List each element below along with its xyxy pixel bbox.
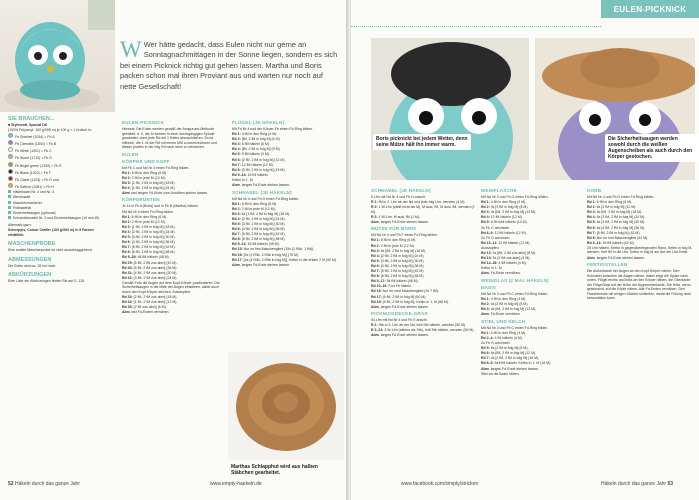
section-tab: EULEN-PICKNICK <box>601 0 699 18</box>
instruction-line: R 3: 1 W-Lfm, M ausl, fM (1 M). <box>371 214 420 219</box>
instruction-line: Rd 9–28: 48 fM häkeln (48 M). <box>122 255 170 260</box>
instruction-line: Rd 1: 4 fM in den Ring (4 M). <box>232 132 278 137</box>
instruction-line: Rd 4: [1 fM, 2 fM in folg M] (24 M). <box>122 185 176 190</box>
materials-sidebar <box>8 116 108 285</box>
blanket-instructions <box>371 318 475 338</box>
instruction-line: Rd 7: [5 fM, 2 fM in folg M] (42 M). <box>371 269 425 274</box>
hat-image <box>228 352 344 460</box>
bullet-icon <box>8 195 11 198</box>
beak-heading: SCHNABEL (JE HÄKELN) <box>232 189 292 195</box>
left-footer-url: www.empty-haekeln.de <box>210 481 262 487</box>
wings-instructions <box>232 127 340 188</box>
instruction-line: Abm, langes Fd-Ende stehen lassen. <box>232 262 290 267</box>
wings-heading: FLÜGEL (JE HÄKELN) <box>232 120 285 125</box>
color-label: Fb Clematis (1840) = Fb B <box>15 142 57 147</box>
instruction-line: Rd 2: 4x [2 fM in folg M] (8 M). <box>481 205 529 210</box>
bullet-icon <box>8 216 11 219</box>
right-footer-title: Häkeln durch das ganze Jahr <box>601 481 667 487</box>
instruction-line: Je 1x in Fb A (Boris) und in Fb B (Martha) häkeln. <box>122 204 199 209</box>
wine-bottle-heading: WEINFLASCHE <box>481 188 517 193</box>
instruction-line: Rd 7: [5 fM, 2 fM in folg M] (42 M). <box>587 230 641 235</box>
instruction-line: Rd 5: [3 fM, 2 fM in folg M] (30 M). <box>122 235 176 240</box>
right-column-2 <box>481 188 581 377</box>
instruction-line: Abm, langes Fd-Ende stehen lassen. <box>232 183 290 188</box>
finishing-text: Die Außenkante der Augen an den Kopf-Körper nähen. Den Schnabel zwischen die Augen nähen, dabei zeigt die Spitze nach unten. Flügel rechts und links an den Körper nähen, die Oberkante der Flügel liegt auf der Höhe der Augenunterkante. Die Hüte, wenn gewünscht, auf die Köpfe nähen. Alle Fd-Enden vernähen. Den Flaschenhals mit einigen Stichen schließen, damit die Füllung nicht herausfallen kann. <box>587 269 692 301</box>
pattern-title: EULEN-PICKNICK <box>122 120 165 125</box>
owl-thumbnail-image <box>0 0 115 112</box>
pattern-column-2 <box>232 120 340 268</box>
left-footer <box>8 481 80 487</box>
instruction-line: Rd 34: [1 fM, 2 fM zus abm] (12 M). <box>122 300 178 305</box>
instruction-line: 5 Lfm mit Nd Nr 4 und Fb H anschl. <box>371 195 426 199</box>
tool-label: Kreuzstichnadel Nr. 2 und Sicherheitsaugen (10 mm Ø) <box>13 215 99 220</box>
instruction-line: Rd 16: Nur im vord Maschenglied (2x 7 fM). <box>371 289 440 294</box>
color-label: Fb Bright green (1259) = Fb E <box>15 163 62 168</box>
instruction-line: Rd 4: [2 fM, 2 fM in folg M] (24 M). <box>232 216 286 221</box>
instruction-line: Rd 9–14: 25 fM häkeln (42 M). <box>587 240 635 245</box>
instruction-line: Rd 5: 6x [2 fM in folg M] (8 M). <box>481 346 529 351</box>
instruction-line: Rd 9–17: 54 fM häkeln (48 M). <box>371 279 419 284</box>
basket-instructions <box>587 195 693 260</box>
instruction-line: Rd 1: 6 fM in den Ring (6 M). <box>587 200 633 205</box>
color-swatch <box>8 140 13 145</box>
instruction-line: Mit Fd Nr 4 und der Körper-Fb einen Fd-Ring bilden. <box>232 127 314 131</box>
instruction-line: Rd 2: 6x [2 fM in folg M] (12 M). <box>587 205 637 210</box>
intro-paragraph <box>120 37 340 92</box>
instruction-line: Rd 8: Nur im hint Maschenglied (42 M). <box>587 235 649 240</box>
color-label: Fb Black (1002) = Fb F <box>15 170 51 175</box>
instruction-line: Rd 35: [2 fM zus abm] (6 M). <box>122 305 167 310</box>
tool-label: Häkelnadel Nr. 4 und Nr. 3 <box>13 190 55 195</box>
instruction-line: Rd 3: 6 fM häkeln (6 M). <box>232 142 270 147</box>
color-swatch <box>8 176 13 181</box>
size-text: Die Eulen sind ca. 15 cm hoch. <box>8 263 57 268</box>
stem-instructions <box>481 326 581 376</box>
basket-heading: KORB <box>587 188 602 193</box>
instruction-line: Rd 2: 4x [2 fM in folg M] (8 M). <box>481 302 529 307</box>
instruction-line: Rd 1: 4 fM in den Ring (4 M). <box>481 200 527 205</box>
tool-item <box>8 216 108 221</box>
instruction-line: Mit Nd Nr 3 und Fb C einen Fd-Ring bilden. <box>481 291 549 296</box>
body-instructions <box>122 166 226 196</box>
instruction-line: Rd 4: 12 fM häkeln (12 M). <box>481 215 523 220</box>
beak-heading-right: SCHNABEL (JE HÄKELN) <box>371 188 431 193</box>
owls-heading: EULEN <box>122 151 139 157</box>
gauge-head: MASCHENPROBE <box>8 241 56 248</box>
color-item <box>8 147 108 154</box>
instruction-line: Rd 9–14: 15 fM häkeln (45 M). <box>232 242 280 247</box>
instruction-line: Rd 4: 6x [2 fM, 2 fM in folg M] (24 M). <box>587 215 646 220</box>
instruction-line: Rd 9–14: 15 fM häkeln. <box>232 172 269 177</box>
owl-thumbnail-photo <box>0 0 115 112</box>
instruction-line: Kettm in 1. M. <box>481 266 503 271</box>
instruction-line: Abm, langes Fd-Ende stehen lassen. <box>371 304 429 309</box>
instruction-line: Rd 2–4: 4 fM häkeln (4 M). <box>481 335 523 340</box>
size-head: ABMESSUNGEN <box>8 256 52 263</box>
instruction-line: Rd 6: [4 fM, 2 fM in folg M] (36 M). <box>371 263 425 268</box>
right-column-3 <box>587 188 693 301</box>
drop-cap: W <box>120 37 142 62</box>
color-item <box>8 169 108 176</box>
finishing-heading: FERTIGSTELLEN <box>587 262 628 268</box>
color-item <box>8 133 108 140</box>
instruction-line: Abm, langes Fd-Ende stehen lassen. <box>371 333 429 338</box>
martha-caption: Die Sicherheitsaugen werden sowohl durch die weißen Augenscheiben als auch durch den Körper gestochen. <box>605 134 699 162</box>
instruction-line: Rd 3: 6x [fM, 2 fM in folg M] (18 M). <box>371 248 427 253</box>
instruction-line: Rd 17: [4x (4 fStb, 2 fStb in folg M)], Kettm in die ersten 2 M (90 M). <box>232 257 338 262</box>
instruction-line: Rd 4: [2 fM, 2 fM in folg M] (24 M). <box>371 253 425 258</box>
instruction-line: Rd 10–15: Fort Fb häkeln. <box>371 284 413 289</box>
tool-list <box>8 190 108 220</box>
instruction-line: Rd 8: [6 fM, 2 fM in folg M] (48 M). <box>232 237 286 242</box>
color-item <box>8 183 108 190</box>
tool-item <box>8 195 108 200</box>
left-page-number: 52 <box>8 481 14 487</box>
tool-label: Sicherheitsaugen (optional) <box>13 210 56 215</box>
instruction-line: Rd 15: Nur im hint Maschenglied (15x (2 fStb, 1 fM)). <box>232 247 315 252</box>
instruction-line: R 1: fM in 2. Lfm ab der Nd und jede folg Lfm, wenden (4 M). <box>371 200 466 205</box>
yarn-head: ■ Stylecraft, Special DK <box>8 123 48 127</box>
instruction-line: Rd 1: 6 fM in den Ring (6 M). <box>371 238 417 243</box>
instruction-line: Rd 3: [1 fM, 2 fM in folg M] (18 M). <box>122 180 176 185</box>
body-lower-heading: KÖRPERUNTEN <box>122 197 160 203</box>
instruction-line: Gemäß Foto die Augen auf dem Kopf-Körper positionieren. Die Sicherheitsaugen in die Mitte der Augen einsetzen, dabei auch durch den Kopf-Körper stechen. Ausstopfen. <box>122 280 220 294</box>
instruction-line: Rd 3: [1 fM, 2 fM in folg M] (18 M). <box>122 224 176 229</box>
instruction-line: Rd 7: [5 fM, 2 fM in folg M] (42 M). <box>122 245 176 250</box>
color-label: Fb Saffron (1081) = Fb H <box>15 184 54 189</box>
instruction-line: Rd 17: [6 fM, 2 fM in folg M] (60 M). <box>371 294 427 299</box>
body-lower-instructions <box>122 204 226 314</box>
instruction-line: Mit Nd Nr 4 und Fb D einen Fd-Ring bilden. <box>232 196 300 201</box>
right-footer <box>601 481 673 487</box>
tool-label: Stecknadel <box>13 195 31 200</box>
instruction-line: Rd 1: 6 fM in den Ring (6 M). <box>232 201 278 206</box>
color-label: Fb White (1001) = Fb C <box>15 149 52 154</box>
right-footer-url: www.facebook.com/simply/stricken <box>401 481 479 487</box>
left-footer-title: Häkeln durch das ganze Jahr <box>14 481 80 487</box>
beak-right-instructions <box>371 195 475 224</box>
hat-caption: Marthas Schlapphut wird aus halben Stäbchen gearbeitet. <box>231 464 318 476</box>
color-swatch <box>8 169 13 174</box>
color-item <box>8 154 108 161</box>
instruction-line: Abm und langes Fd-Ende zum Annähen stehen lassen. <box>122 190 209 195</box>
instruction-line: Rd 8: [3 fM, 2 fM in folg M] (15 M). <box>232 167 286 172</box>
tool-item <box>8 206 108 211</box>
instruction-line: Rd 5: [3 fM, 2 fM in folg M] (30 M). <box>232 222 286 226</box>
instruction-line: Rd 31: [4 fM, 2 fM zus abm] (30 M). <box>122 270 178 275</box>
color-item <box>8 140 108 147</box>
instruction-line: Rd 7: [5 fM, 2 fM in folg M] (42 M). <box>232 232 286 237</box>
left-page <box>0 0 348 500</box>
instruction-line: Rd 7: 4x [2 fM, 2 fM in folg M] (16 M). <box>481 356 540 361</box>
instruction-line: Rd 2: 2 fM in jede M (12 M). <box>122 219 166 224</box>
instruction-line: Rd 8: [6 fM, 2 fM in folg M] (48 M). <box>122 250 176 255</box>
tool-label: Füllmaterial <box>13 205 32 210</box>
instruction-line: Mit Nd Nr 3 und Fb G einen Fd-Ring bilden. <box>481 195 549 199</box>
instruction-line: Rd 10–11: 12 fM häkeln (12 M). <box>481 240 531 245</box>
alt-yarn-head: Alternativ garn: <box>8 223 32 228</box>
right-column-1 <box>371 188 475 339</box>
pattern-column-1 <box>122 120 226 315</box>
instruction-line: Abm, Fd-Ende vernähen. <box>481 312 521 317</box>
instruction-line: R 2–21: 3 W-Lfm (zählen als Stb), fortl Stb häkeln, wenden (50 M). <box>371 328 475 333</box>
instruction-line: Rd 8–9: fortl fM häkeln, Kettm in 1. M (16 M). <box>481 361 552 366</box>
instruction-line: Rd 6: 6x [4 fM, 2 fM in folg M] (36 M). <box>587 225 646 230</box>
abbr-head: ABKÜRZUNGEN <box>8 272 52 279</box>
tool-item <box>8 190 108 195</box>
instruction-line: Rd 18: [9 fM, 2 fM in folg M], Kettm in 1. M (66 M). <box>371 299 449 304</box>
instruction-line: Rd 5: [3 fM, 2 fM in folg M] (30 M). <box>371 258 425 263</box>
right-page-number: 53 <box>667 481 673 487</box>
wine-glass-heading: WEINGLAS (2 MAL HÄKELN) <box>481 277 549 283</box>
intro-text: Wer hätte gedacht, dass Eulen nicht nur gerne an Sonntagnachmittagen in der Sonne liegen, sondern es sich bei einem Picknick richtig gut gehen lassen. Martha und Boris packen schon mal ihren Proviant aus und warten nur noch auf nette Gesellschaft! <box>120 40 338 91</box>
bullet-icon <box>8 190 11 193</box>
boris-caption: Boris picknickt bei jedem Wetter, denn seine Mütze hält ihn immer warm. <box>373 134 471 150</box>
pattern-hint: Hinweis: Die Eulen werden gemäß der Amigurumi-Methode gehäkelt, d. h. die M werden in einer durchgängigen Spirale gearbeitet, ohne jede Rd mit 1 Kettm abzuschließen. Es ist hilfreich, die 1. M der Rd mit einem MM zu kennzeichnen und diesen jeweils in der folg Rd nach oben zu versetzen. <box>122 127 217 149</box>
color-item <box>8 162 108 169</box>
boris-photo <box>371 38 529 180</box>
instruction-line: Mit Nd Nr 4 und Fb F einen Fd-Ring bilden. <box>371 233 438 238</box>
instruction-line: Zu Fb C wechseln. <box>481 225 511 230</box>
instruction-line: Rd 2: [fM, 2 fM in folg M] (6 M). <box>232 137 281 142</box>
instruction-line: Rd 33: [2 fM, 2 fM zus abm] (18 M). <box>122 294 178 299</box>
instruction-line: Rd 30: [5 fM, 2 fM zus abm] (36 M). <box>122 265 178 270</box>
instruction-line: Rd 13: 5x [2 fM zus abm] (4 M). <box>481 256 531 261</box>
instruction-line: Mit Nd Nr 3 und Fb C einen Fd-Ring bilden. <box>481 325 549 330</box>
instruction-line: Rd 6: [4 fM, 2 fM in folg M] (36 M). <box>232 227 286 232</box>
instruction-line: Mit Nd Nr 4 einen Fd-Ring bilden. <box>122 209 174 214</box>
color-swatch <box>8 133 13 138</box>
instruction-line: Rd 1: 6 fM in den Ring (6 M). <box>122 214 168 219</box>
instruction-line: Rd 3: 4x [fM, 2 fM in folg M] (12 M). <box>481 307 537 312</box>
gauge-text: Eine exakte Maschenprobe ist nicht ausschlaggebend. <box>8 248 93 253</box>
yarn-desc: (100% Polyacryl, 100 g/295 m) je 100 g = 1 Knäuel in: <box>8 128 92 133</box>
bullet-icon <box>8 211 11 214</box>
bullet-icon <box>8 206 11 209</box>
base-heading: BASIS <box>481 284 497 290</box>
body-head-heading: KÖRPER UND KOPF <box>122 158 170 164</box>
instruction-line: Rd 5: 6x [3 fM, 2 fM in folg M] (30 M). <box>587 220 646 225</box>
instruction-line: Abm, langes Fd-Ende stehen lassen. <box>371 219 429 224</box>
instruction-line: Kettm in 1. M. <box>232 177 254 182</box>
tool-item <box>8 201 108 206</box>
instruction-line: Rd 6: [2 fM, 2 fM in folg M] (12 M). <box>232 157 286 162</box>
color-item <box>8 176 108 183</box>
tool-label: Maschenmarkierer <box>13 200 42 205</box>
color-swatch <box>8 154 13 159</box>
instruction-line: Mit Fb C und Nd Nr 4 einen Fd-Ring bilden. <box>122 165 190 170</box>
instruction-line: Abm, langes Fd-Ende stehen lassen. <box>481 366 539 371</box>
instruction-line: Rd 1: 4 fM in den Ring (4 M). <box>481 330 527 335</box>
boris-image <box>371 38 529 180</box>
instruction-line: Rd 3: 6x [1 fM, 2 fM in folg M] (18 M). <box>232 211 291 216</box>
instruction-line: Abm und Fd-Enden vernähen. <box>122 310 170 315</box>
instruction-line: Rd 2: 2 fM in jede M (12 M). <box>371 243 415 248</box>
instruction-line: Rd 8: [6 fM, 2 fM in folg M] (48 M). <box>371 274 425 279</box>
instruction-line: Abm, langes Fd-Ende stehen lassen. <box>587 255 645 260</box>
color-swatch <box>8 183 13 188</box>
instruction-line: Rd 16: [5x (2 fStb, 2 fStb in folg M)] (75 M). <box>232 252 300 257</box>
instruction-line: Zu Fb G wechseln. <box>481 341 511 346</box>
yarn-head-text: Stylecraft, Special DK <box>11 123 48 127</box>
instruction-line: Rd 5: 6 fM fortl häkeln (12 M). <box>481 220 528 225</box>
instruction-line: Rd 12: 4x [fM, 2 fM zus abm] (8 M). <box>481 251 537 256</box>
instruction-line: Rd 14–18: 4 fM häkeln (4 M). <box>481 261 527 266</box>
instruction-line: Zu Fb G wechseln. <box>481 235 511 240</box>
hat-photo <box>228 352 344 460</box>
instruction-line: Abm, Fd-Ende vernähen. <box>481 271 521 276</box>
tool-item <box>8 211 108 216</box>
instruction-line: Rd 4: [2 fM, 2 fM in folg M] (24 M). <box>122 229 176 234</box>
instruction-line: Rd 6–9: 12 fM häkeln (12 M). <box>481 230 527 235</box>
blanket-heading: PICKNICKDECKE-GRAS <box>371 311 428 317</box>
cap-heading: MÜTZE FÜR BORIS <box>371 226 417 232</box>
instruction-line: Rd 6: 6x [fM, 2 fM in folg M] (12 M). <box>481 351 537 356</box>
instruction-line: Rd 4: [fM, 2 fM in folg M] (9 M). <box>232 147 281 152</box>
instruction-line: R 1: Stb in 3. Lfm ab der Nd, fortl Stb häkeln, wenden (50 M). <box>371 323 467 328</box>
instruction-line: Rd 7: 12 fM häkeln (12 M). <box>232 162 274 167</box>
color-label: Fb Stone (1710) = Fb D <box>15 156 52 161</box>
bullet-icon <box>8 201 11 204</box>
abbr-text: Eine Liste der Abkürzungen finden Sie auf S. 115. <box>8 279 85 284</box>
instruction-line: Rd 29: [6 fM, 2 fM zus abm] (42 M). <box>122 260 178 265</box>
right-page <box>351 0 699 500</box>
materials-title: SIE BRAUCHEN... <box>8 116 55 122</box>
instruction-line: Mit Nd Nr 4 und Fb D einen Fd-Ring bilden. <box>587 195 655 199</box>
instruction-line: R 2: 1 W-Lfm (zählt nicht als M), M ausl, fM, M ausl, fM, wenden (2 M). <box>371 205 475 214</box>
instruction-line: Rd 3: 6x [fM, 2 fM in folg M] (18 M). <box>587 210 643 215</box>
color-list <box>8 133 108 189</box>
stem-heading: STIEL UND KELCH <box>481 318 526 324</box>
instruction-line: Ausstopfen. <box>481 245 500 250</box>
instruction-line: Rd 1: 4 fM in den Ring (4 M). <box>481 297 527 301</box>
base-instructions <box>481 292 581 317</box>
instruction-line: Rd 2: 2 fM in jede M (12 M). <box>122 175 166 180</box>
instruction-line: 25 Lfm häkeln, Kettm in gegenüberliegenden Rand, Kettm in folg M, wenden, fortl fM in die Lfm, Kettm in folg M am Anf der Lfm-Kette. <box>587 245 693 255</box>
instruction-line: Rd 2: 2 fM in jede M (12 M). <box>232 206 276 211</box>
color-label: Fb Claret (1123) = Fb G und <box>15 177 59 182</box>
instruction-line: Rd 3: 4x [fM, 2 fM in folg M] (12 M). <box>481 210 537 215</box>
instruction-line: Rd 32: [3 fM, 2 fM zus abm] (24 M). <box>122 275 178 280</box>
color-swatch <box>8 147 13 152</box>
color-label: Fb Sherbet (1034) = Fb A <box>15 135 55 140</box>
wine-bottle-instructions <box>481 195 581 276</box>
cap-instructions <box>371 233 475 309</box>
color-swatch <box>8 162 13 167</box>
beak-instructions <box>232 197 340 268</box>
instruction-line: Rd 6: [4 fM, 2 fM in folg M] (36 M). <box>122 240 176 245</box>
instruction-line: 54 Lfm mit Nd Nr 4 und Fb E anschl. <box>371 318 428 323</box>
instruction-line: Stiel an die Basis nähen. <box>481 371 520 376</box>
header-dotline <box>351 26 601 27</box>
instruction-line: Rd 5: 9 fM häkeln (9 M). <box>232 152 270 157</box>
instruction-line: Rd 1: 6 fM in den Ring (6 M). <box>122 170 168 175</box>
alt-yarn-text: Scheepjes, Colour Crafter (100 g/300 m) in 8 Farben erhältlich <box>8 228 94 237</box>
